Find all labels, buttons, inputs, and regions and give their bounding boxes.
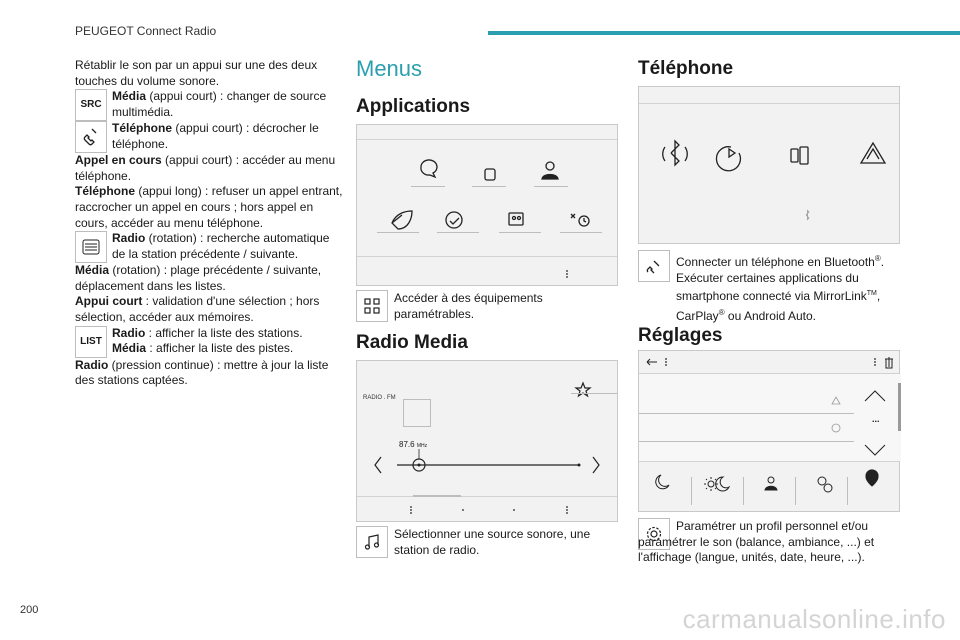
applications-icons — [357, 125, 619, 287]
reglages-heading: Réglages — [638, 325, 723, 346]
media-rotation-label: Média — [75, 263, 110, 278]
list-media-label: Média — [112, 341, 147, 356]
registered-mark: ® — [874, 254, 881, 263]
phone-long-text: (appui long) : refuser un appel entrant, raccrocher un appel en cours ; hors appel en cours, accéder au menu téléphone. — [75, 184, 343, 230]
thumbwheel-icon — [75, 231, 107, 263]
telephone-description — [676, 251, 901, 324]
watermark: carmanualsonline.info — [682, 604, 946, 634]
list-radio-label: Radio — [112, 325, 146, 340]
intro-text: Rétablir le son par un appui sur une des deux touches du volume sonore. — [75, 58, 318, 88]
radio-band-label: RADIO . FM — [363, 395, 396, 401]
frequency-unit: MHz — [416, 443, 428, 449]
frequency-value: 87.6 — [399, 440, 415, 449]
applications-screen — [356, 124, 618, 286]
reglages-icons — [639, 351, 901, 513]
applications-heading: Applications — [356, 96, 471, 117]
trademark-mark: TM — [866, 290, 877, 298]
menus-heading: Menus — [356, 56, 423, 81]
short-press-text: : validation d'une sélection ; hors sélection, accéder aux mémoires. — [75, 294, 320, 324]
call-text: (appui court) : accéder au menu téléphone. — [75, 153, 336, 183]
radio-rotation-text: (rotation) : recherche automatique de la station précédente / suivante. — [112, 231, 330, 261]
phone-icon — [75, 121, 107, 153]
list-radio-text: : afficher la liste des stations. — [145, 325, 303, 340]
applications-description: Accéder à des équipements paramétrables. — [394, 291, 543, 321]
telephone-desc-part4: ou Android Auto. — [724, 308, 816, 323]
call-label: Appel en cours — [75, 153, 162, 168]
telephone-desc-part1: Connecter un téléphone en Bluetooth — [676, 255, 875, 269]
phone-row — [75, 121, 343, 153]
running-header: PEUGEOT Connect Radio — [75, 24, 217, 38]
header-accent-bar — [488, 31, 960, 35]
radio-rotation-label: Radio — [112, 231, 146, 246]
wheel-row — [75, 231, 343, 263]
media-rotation-text: (rotation) : plage précédente / suivante, déplacement dans les listes. — [75, 263, 322, 293]
radio-media-heading: Radio Media — [356, 332, 468, 353]
radio-media-description: Sélectionner une source sonore, une station de radio. — [394, 527, 591, 557]
left-column — [75, 58, 343, 389]
telephone-desc-part3: , CarPlay — [676, 289, 881, 323]
radio-media-screen — [356, 360, 618, 522]
radio-long-label: Radio — [75, 357, 109, 372]
reglages-description: Paramétrer un profil personnel et/ou paramétrer le son (balance, ambiance, ...) et l'affichage (langue, unités, date, heure, ...). — [638, 519, 875, 565]
reglages-more-indicator: ... — [872, 414, 880, 424]
phone-text: (appui court) : décrocher le téléphone. — [112, 121, 319, 151]
short-press-label: Appui court — [75, 294, 143, 309]
src-media-text: (appui court) : changer de source multimédia. — [112, 89, 327, 119]
phone-long-label: Téléphone — [75, 184, 136, 199]
telephone-connection-icons — [639, 87, 901, 245]
telephone-handset-icon — [638, 250, 670, 282]
music-note-icon — [356, 526, 388, 558]
radio-controls — [357, 361, 619, 523]
telephone-heading: Téléphone — [638, 58, 734, 79]
list-icon: LIST — [75, 326, 107, 358]
applications-grid-icon — [356, 290, 388, 322]
list-row — [75, 326, 343, 358]
phone-label: Téléphone — [112, 121, 173, 136]
registered-mark-2: ® — [718, 307, 725, 317]
src-row — [75, 89, 343, 121]
telephone-screen — [638, 86, 900, 244]
src-icon: SRC — [75, 89, 107, 121]
telephone-desc-part2: . Exécuter certaines applications du smartphone connecté via MirrorLink — [676, 255, 885, 304]
list-media-text: : afficher la liste des pistes. — [146, 341, 294, 356]
page-number: 200 — [20, 604, 39, 616]
reglages-screen — [638, 350, 900, 512]
radio-long-text: (pression continue) : mettre à jour la liste des stations captées. — [75, 357, 329, 388]
src-media-label: Média — [112, 89, 147, 104]
